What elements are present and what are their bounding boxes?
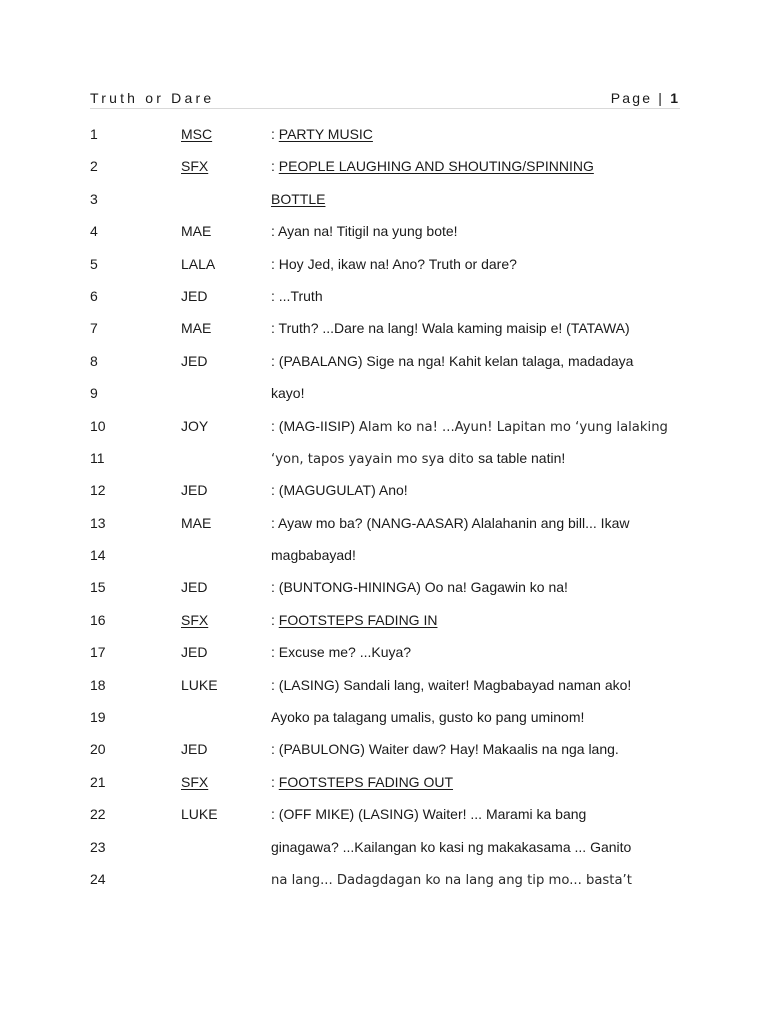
line-number: 8 xyxy=(90,352,98,369)
page-number: 1 xyxy=(670,90,678,106)
line-number: 5 xyxy=(90,255,98,272)
speaker-cue: JED xyxy=(181,352,208,369)
page-indicator xyxy=(611,90,678,106)
line-text: (BUNTONG-HININGA) Oo na! Gagawin ko na! xyxy=(278,579,568,596)
speaker-cue: LUKE xyxy=(181,676,218,693)
dialogue-text xyxy=(271,442,565,476)
line-text: Ayoko pa talagang umalis, gusto ko pang uminom! xyxy=(271,709,585,726)
line-text-alt-font: Alam ko na! ...Ayun! Lapitan mo ‘yung lalaking xyxy=(358,419,668,435)
line-text: BOTTLE xyxy=(271,190,326,207)
dialogue-text xyxy=(271,669,631,701)
speaker-cue: MAE xyxy=(181,223,212,240)
line-text: PEOPLE LAUGHING AND SHOUTING/SPINNING xyxy=(278,158,594,175)
script-line xyxy=(90,701,690,733)
colon-prefix: : xyxy=(271,579,279,596)
colon-prefix: : xyxy=(271,806,279,823)
line-text: (PABALANG) Sige na nga! Kahit kelan talaga, madadaya xyxy=(278,352,634,369)
line-number: 12 xyxy=(90,482,106,499)
line-number: 22 xyxy=(90,806,106,823)
line-number: 1 xyxy=(90,126,98,142)
line-text: FOOTSTEPS FADING OUT xyxy=(278,773,454,790)
line-text: (OFF MIKE) (LASING) Waiter! ... Marami ka bang xyxy=(278,806,587,823)
dialogue-text xyxy=(271,215,458,247)
colon-prefix: : xyxy=(271,741,279,758)
script-line xyxy=(90,863,690,895)
line-text-tail: sa table natin! xyxy=(478,449,566,466)
speaker-cue: LUKE xyxy=(181,806,218,823)
line-text: Truth? ...Dare na lang! Wala kaming maisip e! (TATAWA) xyxy=(278,320,630,337)
speaker-cue: MAE xyxy=(181,320,212,337)
line-number: 11 xyxy=(90,449,105,466)
line-number: 13 xyxy=(90,514,106,531)
page-header xyxy=(90,90,680,109)
page-label: Page | xyxy=(610,90,671,106)
dialogue-text xyxy=(271,248,517,280)
script-line xyxy=(90,507,690,539)
line-number: 9 xyxy=(90,385,98,402)
line-number: 16 xyxy=(90,611,106,628)
speaker-cue: JED xyxy=(181,287,208,304)
line-text: Ayaw mo ba? (NANG-AASAR) Alalahanin ang bill... Ikaw xyxy=(278,514,630,531)
line-text: ginagawa? ...Kailangan ko kasi ng makakasama ... Ganito xyxy=(271,838,632,855)
colon-prefix: : xyxy=(271,287,279,304)
colon-prefix: : xyxy=(271,255,279,272)
line-number: 19 xyxy=(90,709,106,726)
line-text: (MAGUGULAT) Ano! xyxy=(278,482,408,499)
line-number: 21 xyxy=(90,773,106,790)
dialogue-text xyxy=(271,863,632,897)
dialogue-text xyxy=(271,831,631,863)
colon-prefix: : xyxy=(271,482,279,499)
line-text: FOOTSTEPS FADING IN xyxy=(278,611,438,628)
line-text: magbabayad! xyxy=(271,547,356,564)
colon-prefix: : xyxy=(271,773,279,790)
script-line xyxy=(90,766,690,798)
speaker-cue: JED xyxy=(181,579,208,596)
line-number: 24 xyxy=(90,870,106,887)
line-number: 3 xyxy=(90,190,98,207)
line-number: 7 xyxy=(90,320,98,337)
speaker-cue: JED xyxy=(181,644,208,661)
line-text: Hoy Jed, ikaw na! Ano? Truth or dare? xyxy=(278,255,517,272)
script-line xyxy=(90,377,690,409)
speaker-cue: LALA xyxy=(181,255,216,272)
speaker-cue: JOY xyxy=(181,417,209,434)
dialogue-text xyxy=(271,539,356,571)
line-number: 18 xyxy=(90,676,106,693)
script-line xyxy=(90,798,690,830)
colon-prefix: : xyxy=(271,158,279,175)
script-line xyxy=(90,183,690,215)
line-text-alt-font: ‘yon, tapos yayain mo sya dito xyxy=(271,451,479,467)
script-line xyxy=(90,669,690,701)
script-line xyxy=(90,474,690,506)
colon-prefix: : xyxy=(271,514,279,531)
colon-prefix: : xyxy=(271,320,279,337)
dialogue-text xyxy=(271,150,594,182)
speaker-cue: SFX xyxy=(181,611,209,628)
line-number: 2 xyxy=(90,158,98,175)
colon-prefix: : xyxy=(271,676,279,693)
line-number: 23 xyxy=(90,838,106,855)
dialogue-text xyxy=(271,733,619,765)
line-text: kayo! xyxy=(271,385,305,402)
line-number: 6 xyxy=(90,287,98,304)
colon-prefix: : xyxy=(271,417,279,434)
script-line xyxy=(90,636,690,668)
dialogue-text xyxy=(271,280,323,312)
script-line xyxy=(90,215,690,247)
colon-prefix: : xyxy=(271,644,279,661)
dialogue-text xyxy=(271,410,668,444)
dialogue-text xyxy=(271,766,453,798)
line-text: ...Truth xyxy=(278,287,323,304)
line-text: Excuse me? ...Kuya? xyxy=(278,644,412,661)
dialogue-text xyxy=(271,118,373,150)
dialogue-text xyxy=(271,474,408,506)
script-line xyxy=(90,410,690,442)
dialogue-text xyxy=(271,604,437,636)
speaker-cue: MSC xyxy=(181,126,213,142)
dialogue-text xyxy=(271,312,630,344)
script-line xyxy=(90,831,690,863)
line-number: 14 xyxy=(90,547,106,564)
line-text: (LASING) Sandali lang, waiter! Magbabayad naman ako! xyxy=(278,676,632,693)
colon-prefix: : xyxy=(271,352,279,369)
script-line xyxy=(90,280,690,312)
line-text: (MAG-IISIP) xyxy=(278,417,359,434)
speaker-cue: JED xyxy=(181,741,208,758)
dialogue-text xyxy=(271,183,325,215)
line-text: PARTY MUSIC xyxy=(278,126,373,142)
colon-prefix: : xyxy=(271,611,279,628)
dialogue-text xyxy=(271,377,304,409)
script-line xyxy=(90,345,690,377)
line-number: 20 xyxy=(90,741,106,758)
line-text: Ayan na! Titigil na yung bote! xyxy=(278,223,458,240)
script-line xyxy=(90,604,690,636)
colon-prefix: : xyxy=(271,223,279,240)
dialogue-text xyxy=(271,345,633,377)
script-line xyxy=(90,150,690,182)
script-line xyxy=(90,733,690,765)
script-line xyxy=(90,118,690,150)
line-number: 15 xyxy=(90,579,106,596)
colon-prefix: : xyxy=(271,126,279,142)
dialogue-text xyxy=(271,636,411,668)
line-text: (PABULONG) Waiter daw? Hay! Makaalis na nga lang. xyxy=(278,741,619,758)
speaker-cue: SFX xyxy=(181,158,209,175)
speaker-cue: SFX xyxy=(181,773,209,790)
line-number: 10 xyxy=(90,417,106,434)
line-number: 4 xyxy=(90,223,98,240)
script-line xyxy=(90,442,690,474)
speaker-cue: MAE xyxy=(181,514,212,531)
dialogue-text xyxy=(271,701,584,733)
dialogue-text xyxy=(271,798,586,830)
line-text-alt-font: na lang... Dadagdagan ko na lang ang tip mo... basta’t xyxy=(271,872,632,888)
script-line xyxy=(90,539,690,571)
script-line xyxy=(90,571,690,603)
speaker-cue: JED xyxy=(181,482,208,499)
dialogue-text xyxy=(271,507,629,539)
dialogue-text xyxy=(271,571,568,603)
script-body xyxy=(90,118,690,895)
document-title: Truth or Dare xyxy=(90,90,215,106)
script-line xyxy=(90,248,690,280)
line-number: 17 xyxy=(90,644,106,661)
script-line xyxy=(90,312,690,344)
